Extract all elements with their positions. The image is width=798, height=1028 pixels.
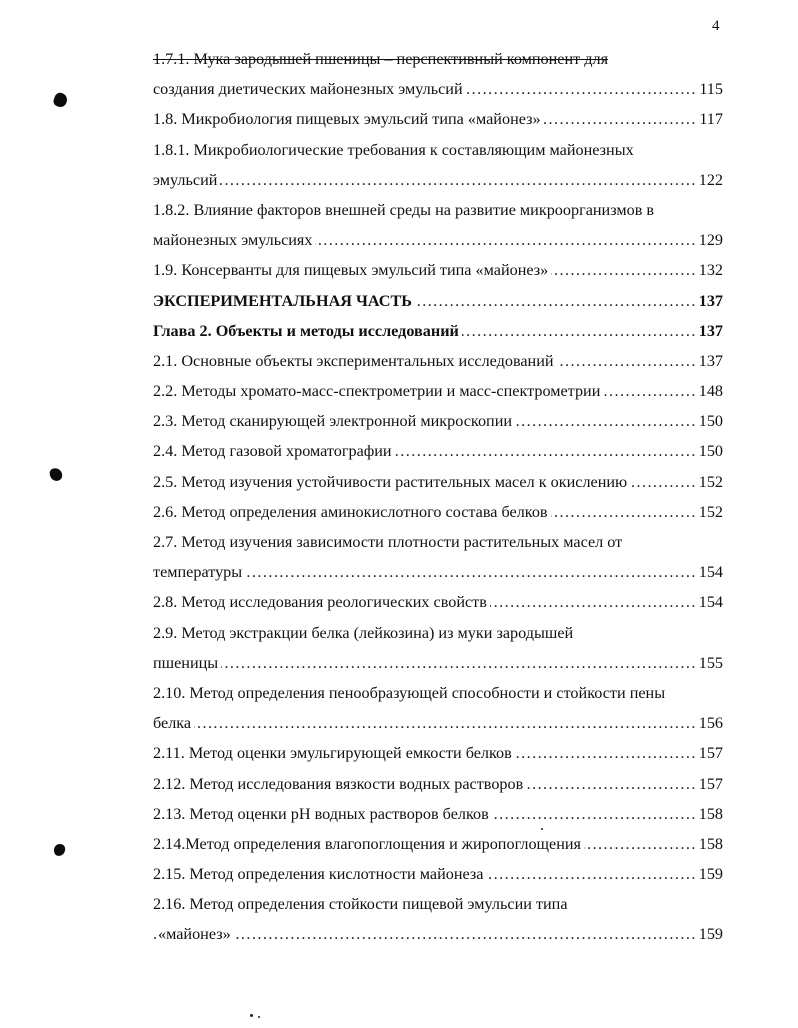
toc-entry-page-number: 132: [697, 255, 723, 285]
toc-entry-title: 2.1. Основные объекты экспериментальных исследований: [153, 352, 557, 370]
toc-entry: [153, 467, 723, 497]
toc-entry-title: 2.15. Метод определения кислотности майонеза: [153, 865, 486, 883]
toc-entry: [153, 889, 723, 919]
table-of-contents: [153, 44, 723, 950]
toc-entry: [153, 104, 723, 134]
binder-hole-mark: [53, 843, 66, 857]
toc-entry-title: 1.8.1. Микробиологические требования к составляющим майонезных: [153, 141, 637, 159]
toc-entry-title: «майонез»: [158, 925, 234, 943]
toc-entry: [153, 738, 723, 768]
toc-entry-page-number: 137: [697, 346, 723, 376]
toc-entry-title: 2.4. Метод газовой хроматографии: [153, 442, 395, 460]
toc-entry: [153, 436, 723, 466]
toc-entry-page-number: 159: [697, 919, 723, 949]
toc-entry-title: температуры: [153, 563, 245, 581]
toc-entry: [153, 255, 723, 285]
toc-entry-page-number: 115: [697, 74, 723, 104]
toc-entry-title: 1.7.1. Мука зародышей пшеницы – перспективный компонент для: [153, 50, 611, 68]
toc-entry-title: 1.9. Консерванты для пищевых эмульсий типа «майонез»: [153, 261, 551, 279]
toc-entry-page-number: 154: [697, 557, 723, 587]
toc-entry-title: 2.13. Метод оценки pH водных растворов белков: [153, 805, 492, 823]
toc-entry: [153, 286, 723, 316]
toc-entry-title: 1.8.2. Влияние факторов внешней среды на развитие микроорганизмов в: [153, 201, 657, 219]
toc-entry: [153, 44, 723, 74]
toc-entry-title: 2.12. Метод исследования вязкости водных растворов: [153, 775, 526, 793]
toc-entry: [153, 829, 723, 859]
toc-entry: [153, 557, 723, 587]
toc-entry: [153, 799, 723, 829]
toc-entry-page-number: 150: [697, 436, 723, 466]
toc-entry: [153, 406, 723, 436]
toc-entry: [153, 587, 723, 617]
toc-entry-page-number: 157: [697, 769, 723, 799]
toc-entry-title: эмульсий: [153, 171, 220, 189]
toc-entry: [153, 316, 723, 346]
toc-entry: [153, 195, 723, 225]
toc-entry: [153, 708, 723, 738]
toc-entry: [153, 165, 723, 195]
toc-entry-page-number: 150: [697, 406, 723, 436]
toc-entry-title: создания диетических майонезных эмульсий: [153, 80, 466, 98]
toc-entry: [153, 648, 723, 678]
toc-entry-page-number: 129: [697, 225, 723, 255]
toc-entry-page-number: 158: [697, 799, 723, 829]
toc-entry: [153, 225, 723, 255]
toc-entry-page-number: 154: [697, 587, 723, 617]
toc-entry-page-number: 159: [697, 859, 723, 889]
toc-entry-title: 2.3. Метод сканирующей электронной микроскопии: [153, 412, 515, 430]
toc-entry: [153, 618, 723, 648]
toc-entry-title: майонезных эмульсиях: [153, 231, 315, 249]
toc-entry-page-number: 156: [697, 708, 723, 738]
toc-entry-title: белка: [153, 714, 194, 732]
toc-entry-page-number: 117: [697, 104, 723, 134]
toc-entry-title: 2.10. Метод определения пенообразующей способности и стойкости пены: [153, 684, 668, 702]
scan-speck: [250, 1014, 253, 1017]
toc-entry-title: 2.14.Метод определения влагопоглощения и жиропоглощения: [153, 835, 584, 853]
toc-entry-title: пшеницы: [153, 654, 221, 672]
toc-entry-title: 2.7. Метод изучения зависимости плотности растительных масел от: [153, 533, 625, 551]
toc-entry-page-number: 137: [697, 316, 723, 346]
toc-entry: [153, 769, 723, 799]
toc-entry-title: 1.8. Микробиология пищевых эмульсий типа «майонез»: [153, 110, 544, 128]
toc-entry-page-number: 157: [697, 738, 723, 768]
binder-hole-mark: [52, 91, 69, 109]
toc-entry-page-number: 137: [697, 286, 723, 316]
toc-entry-title: 2.2. Методы хромато-масс-спектрометрии и масс-спектрометрии: [153, 382, 603, 400]
toc-entry-title: 2.5. Метод изучения устойчивости растительных масел к окислению: [153, 473, 630, 491]
toc-entry: [153, 859, 723, 889]
toc-entry-page-number: 152: [697, 467, 723, 497]
toc-entry: [153, 497, 723, 527]
toc-entry-title: ЭКСПЕРИМЕНТАЛЬНАЯ ЧАСТЬ: [153, 292, 415, 310]
scan-speck: [258, 1016, 260, 1018]
toc-entry: [153, 74, 723, 104]
toc-entry-page-number: 148: [697, 376, 723, 406]
toc-entry-title: Глава 2. Объекты и методы исследований: [153, 322, 462, 340]
toc-entry-page-number: 152: [697, 497, 723, 527]
toc-entry-title: 2.8. Метод исследования реологических свойств: [153, 593, 490, 611]
toc-entry: [153, 135, 723, 165]
toc-entry: [153, 919, 723, 949]
toc-entry: [153, 678, 723, 708]
toc-entry-title: 2.16. Метод определения стойкости пищевой эмульсии типа: [153, 895, 571, 913]
toc-entry-title: 2.9. Метод экстракции белка (лейкозина) из муки зародышей: [153, 624, 576, 642]
toc-entry-title: 2.11. Метод оценки эмульгирующей емкости белков: [153, 744, 515, 762]
toc-entry: [153, 376, 723, 406]
toc-entry: [153, 346, 723, 376]
binder-hole-mark: [49, 467, 64, 483]
toc-entry-page-number: 155: [697, 648, 723, 678]
page-number: 4: [712, 18, 720, 34]
toc-entry-title: 2.6. Метод определения аминокислотного состава белков: [153, 503, 551, 521]
toc-entry-page-number: 158: [697, 829, 723, 859]
toc-entry-page-number: 122: [697, 165, 723, 195]
toc-entry: [153, 527, 723, 557]
